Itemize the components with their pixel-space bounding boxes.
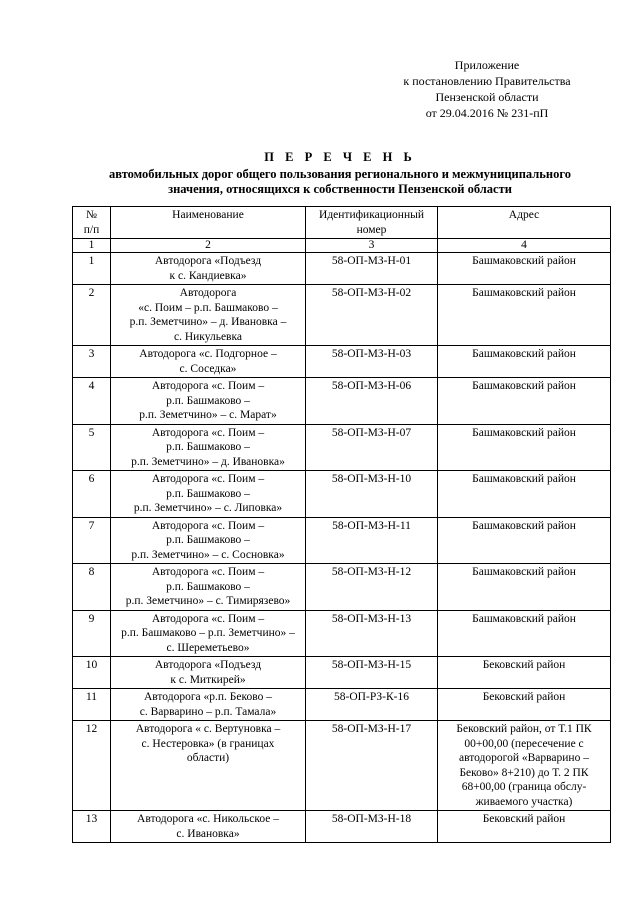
cell-line: с. Варварино – р.п. Тамала» xyxy=(139,705,277,718)
cell-line: с. Нестеровка» (в границах xyxy=(141,737,275,750)
cell-line: Беково» 8+210) до Т. 2 ПК xyxy=(459,766,589,779)
road-name xyxy=(111,346,306,378)
cell-line: р.п. Земетчино» – с. Марат» xyxy=(139,409,277,421)
road-address xyxy=(438,657,611,689)
cell-line: Башмаковский район xyxy=(472,612,576,625)
road-id: 58-ОП-МЗ-Н-18 xyxy=(306,811,438,843)
road-address xyxy=(438,721,611,811)
column-number: 3 xyxy=(306,239,438,253)
header-id: Идентификационный номер xyxy=(306,207,438,239)
cell-line: Башмаковский район xyxy=(472,380,576,392)
road-name xyxy=(111,610,306,657)
title-subtitle-line: значения, относящихся к собственности Пензенской области xyxy=(168,182,512,196)
road-address xyxy=(438,610,611,657)
cell-line: с. Соседка» xyxy=(179,362,237,375)
table-row xyxy=(73,253,611,285)
road-id: 58-ОП-МЗ-Н-13 xyxy=(306,610,438,657)
road-address xyxy=(438,517,611,564)
cell-line: Башмаковский район xyxy=(472,566,576,578)
cell-line: Автодорога «с. Поим – xyxy=(151,426,265,439)
cell-line: Бековский район xyxy=(482,691,566,703)
roads-table xyxy=(72,206,611,843)
road-id: 58-ОП-МЗ-Н-03 xyxy=(306,346,438,378)
road-address xyxy=(438,689,611,721)
table-row xyxy=(73,471,611,518)
cell-line: Автодорога « с. Вертуновка – xyxy=(135,723,281,735)
cell-line: Автодорога «Подъезд xyxy=(154,659,262,671)
road-name xyxy=(111,378,306,425)
road-address xyxy=(438,811,611,843)
road-name xyxy=(111,689,306,721)
road-id: 58-ОП-МЗ-Н-01 xyxy=(306,253,438,285)
table-row xyxy=(73,517,611,564)
cell-line: Автодорога «с. Поим – xyxy=(151,473,265,485)
title-heading: П Е Р Е Ч Е Н Ь xyxy=(264,150,416,164)
cell-line: Башмаковский район xyxy=(472,426,576,439)
row-number: 10 xyxy=(73,657,111,689)
road-name xyxy=(111,517,306,564)
cell-line: Башмаковский район xyxy=(472,287,576,299)
road-name xyxy=(111,657,306,689)
cell-line: с. Шереметьево» xyxy=(166,641,250,654)
cell-line: с. Никульевка xyxy=(173,330,243,343)
cell-line: Башмаковский район xyxy=(472,519,576,532)
row-number: 6 xyxy=(73,471,111,518)
row-number: 12 xyxy=(73,721,111,811)
cell-line: Автодорога «с. Поим – xyxy=(151,519,265,532)
table-row xyxy=(73,689,611,721)
row-number: 9 xyxy=(73,610,111,657)
road-name xyxy=(111,424,306,471)
road-id: 58-ОП-МЗ-Н-15 xyxy=(306,657,438,689)
cell-line: к с. Миткирей» xyxy=(170,673,246,686)
cell-line: Автодорога «с. Поим – xyxy=(151,612,265,625)
road-address xyxy=(438,285,611,346)
cell-line: р.п. Башмаково – xyxy=(166,441,250,453)
table-row xyxy=(73,564,611,611)
cell-line: р.п. Земетчино» – д. Ивановка» xyxy=(131,455,285,468)
road-name xyxy=(111,564,306,611)
road-id: 58-ОП-МЗ-Н-12 xyxy=(306,564,438,611)
cell-line: Бековский район xyxy=(482,813,566,825)
cell-line: Автодорога «р.п. Беково – xyxy=(143,691,272,703)
cell-line: Автодорога «с. Поим – xyxy=(151,380,265,392)
appendix-line: к постановлению Правительства xyxy=(403,74,571,88)
cell-line: к с. Кандиевка» xyxy=(169,269,247,282)
table-body xyxy=(73,239,611,843)
road-id: 58-ОП-МЗ-Н-17 xyxy=(306,721,438,811)
cell-line: Автодорога «с. Подгорное – xyxy=(139,348,277,360)
cell-line: р.п. Башмаково – р.п. Земетчино» – xyxy=(121,627,295,639)
cell-line: 68+00,00 (граница обслу- xyxy=(461,781,587,793)
cell-line: р.п. Земетчино» – с. Липовка» xyxy=(133,502,283,514)
row-number: 11 xyxy=(73,689,111,721)
cell-line: Башмаковский район xyxy=(472,348,576,360)
appendix-line: от 29.04.2016 № 231-пП xyxy=(425,106,549,120)
cell-line: живаемого участка) xyxy=(475,795,573,808)
road-id: 58-ОП-МЗ-Н-07 xyxy=(306,424,438,471)
row-number: 7 xyxy=(73,517,111,564)
road-name xyxy=(111,285,306,346)
road-name xyxy=(111,721,306,811)
road-address xyxy=(438,253,611,285)
row-number: 2 xyxy=(73,285,111,346)
road-name xyxy=(111,253,306,285)
appendix-line: Приложение xyxy=(454,58,520,72)
cell-line: Автодорога xyxy=(179,287,237,299)
cell-line: Бековский район xyxy=(482,659,566,671)
table-row xyxy=(73,657,611,689)
cell-line: Башмаковский район xyxy=(472,473,576,485)
table-row xyxy=(73,811,611,843)
row-number: 13 xyxy=(73,811,111,843)
title-subtitle-line: автомобильных дорог общего пользования регионального и межмуниципального xyxy=(109,167,571,181)
appendix-line: Пензенской области xyxy=(435,90,539,104)
table-row xyxy=(73,721,611,811)
cell-line: р.п. Башмаково – xyxy=(166,580,250,593)
header-name: Наименование xyxy=(111,207,306,239)
table-row xyxy=(73,378,611,425)
cell-line: р.п. Башмаково – xyxy=(166,394,250,407)
cell-line: р.п. Башмаково – xyxy=(166,487,250,500)
road-id: 58-ОП-МЗ-Н-06 xyxy=(306,378,438,425)
road-address xyxy=(438,346,611,378)
road-address xyxy=(438,564,611,611)
column-number-row xyxy=(73,239,611,253)
column-number: 2 xyxy=(111,239,306,253)
cell-line: 00+00,00 (пересечение с xyxy=(464,737,584,750)
row-number: 1 xyxy=(73,253,111,285)
header-number: № п/п xyxy=(73,207,111,239)
cell-line: автодорогой «Варварино – xyxy=(459,752,589,764)
cell-line: Автодорога «Подъезд xyxy=(154,255,262,267)
row-number: 8 xyxy=(73,564,111,611)
table-row xyxy=(73,424,611,471)
cell-line: Автодорога «с. Поим – xyxy=(151,566,265,578)
road-name xyxy=(111,811,306,843)
cell-line: области) xyxy=(186,752,230,764)
table-header-row xyxy=(73,207,611,239)
row-number: 4 xyxy=(73,378,111,425)
cell-line: «с. Поим – р.п. Башмаково – xyxy=(138,301,278,314)
cell-line: с. Ивановка» xyxy=(176,827,240,840)
cell-line: р.п. Башмаково – xyxy=(166,534,250,546)
cell-line: р.п. Земетчино» – с. Сосновка» xyxy=(131,548,285,561)
document-title xyxy=(60,150,620,197)
column-number: 1 xyxy=(73,239,111,253)
cell-line: р.п. Земетчино» – с. Тимирязево» xyxy=(125,595,291,607)
road-address xyxy=(438,471,611,518)
cell-line: р.п. Земетчино» – д. Ивановка – xyxy=(129,316,287,328)
road-name xyxy=(111,471,306,518)
table-row xyxy=(73,285,611,346)
row-number: 5 xyxy=(73,424,111,471)
cell-line: Башмаковский район xyxy=(472,255,576,267)
table-row xyxy=(73,610,611,657)
cell-line: Бековский район, от Т.1 ПК xyxy=(456,723,592,735)
road-id: 58-ОП-МЗ-Н-11 xyxy=(306,517,438,564)
row-number: 3 xyxy=(73,346,111,378)
column-number: 4 xyxy=(438,239,611,253)
appendix-block xyxy=(380,57,594,121)
table-row xyxy=(73,346,611,378)
road-address xyxy=(438,424,611,471)
road-id: 58-ОП-МЗ-Н-10 xyxy=(306,471,438,518)
header-address: Адрес xyxy=(438,207,611,239)
road-id: 58-ОП-РЗ-К-16 xyxy=(306,689,438,721)
cell-line: Автодорога «с. Никольское – xyxy=(137,813,279,825)
road-address xyxy=(438,378,611,425)
road-id: 58-ОП-МЗ-Н-02 xyxy=(306,285,438,346)
